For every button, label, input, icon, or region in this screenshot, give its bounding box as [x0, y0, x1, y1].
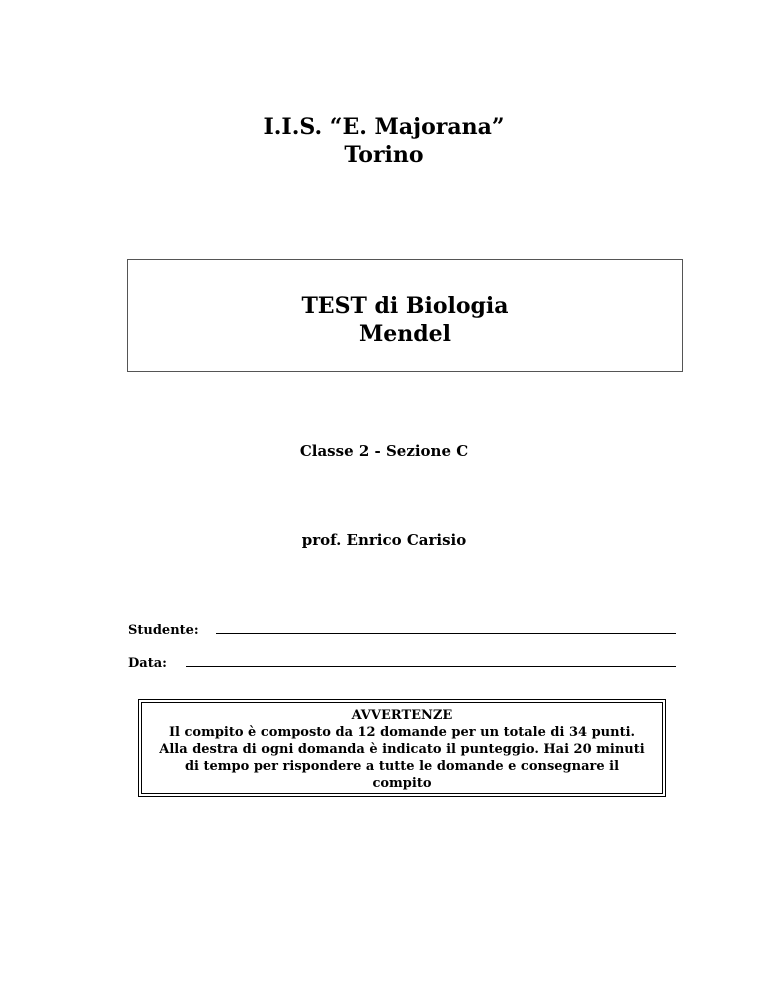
warnings-content — [141, 702, 663, 794]
school-name: I.I.S. “E. Majorana” — [263, 114, 505, 140]
warnings-box — [138, 699, 666, 797]
test-title-text — [128, 292, 682, 348]
student-label: Studente: — [128, 623, 199, 638]
warnings-line-4: compito — [372, 776, 432, 791]
teacher-name: prof. Enrico Carisio — [301, 531, 467, 549]
test-title-box — [127, 259, 683, 372]
warnings-line-3: di tempo per rispondere a tutte le domande e consegnare il — [184, 759, 620, 774]
school-header — [0, 113, 768, 169]
test-topic: Mendel — [358, 321, 452, 347]
school-city: Torino — [344, 142, 424, 168]
warnings-heading: AVVERTENZE — [351, 708, 453, 723]
date-label: Data: — [128, 656, 167, 671]
class-section: Classe 2 - Sezione C — [299, 442, 469, 460]
test-title: TEST di Biologia — [301, 293, 509, 319]
student-name-line[interactable] — [216, 633, 676, 634]
warnings-line-2: Alla destra di ogni domanda è indicato il punteggio. Hai 20 minuti — [159, 742, 645, 757]
warnings-line-1: Il compito è composto da 12 domande per un totale di 34 punti. — [168, 725, 636, 740]
date-line[interactable] — [186, 666, 676, 667]
